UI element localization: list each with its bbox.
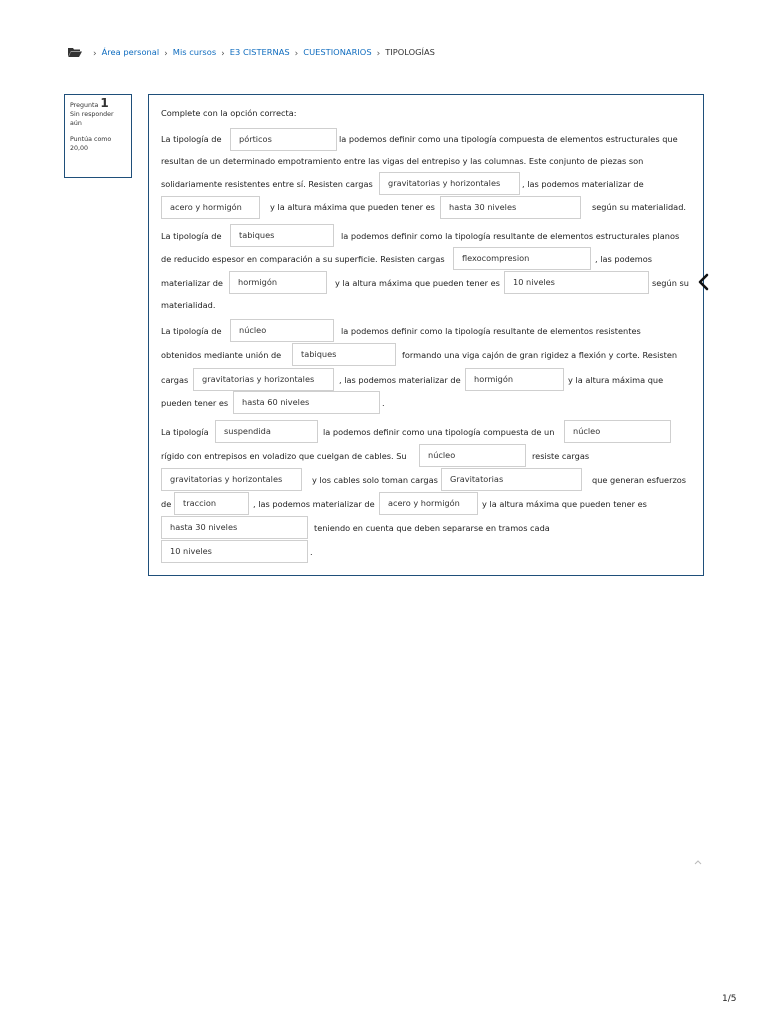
text: solidariamente resistentes entre sí. Resisten cargas (161, 179, 373, 189)
text: , las podemos materializar de (339, 375, 461, 385)
answer-field-p2-1[interactable]: tabiques (230, 224, 334, 247)
text: La tipología de (161, 134, 222, 144)
text: cargas (161, 375, 189, 385)
score-value: 20,00 (70, 145, 89, 152)
breadcrumb-separator: › (294, 49, 299, 59)
answer-field-p4-9[interactable]: 10 niveles (161, 540, 308, 563)
text: la podemos definir como la tipología resultante de elementos resistentes (341, 326, 641, 336)
text: y la altura máxima que pueden tener es (482, 499, 647, 509)
text: rígido con entrepisos en voladizo que cuelgan de cables. Su (161, 451, 407, 461)
text: que generan esfuerzos (592, 475, 687, 485)
instruction: Complete con la opción correcta: (161, 108, 297, 118)
answer-field-p3-5[interactable]: hasta 60 niveles (233, 391, 380, 414)
answer-field-p4-4[interactable]: gravitatorias y horizontales (161, 468, 302, 491)
breadcrumb-mis-cursos[interactable]: Mis cursos (172, 47, 217, 57)
text: materialidad. (161, 300, 216, 310)
answer-field-p3-1[interactable]: núcleo (230, 319, 334, 342)
question-status: Sin responder aún (70, 111, 114, 127)
text: la podemos definir como la tipología resultante de elementos estructurales planos (341, 231, 680, 241)
answer-field-p4-3[interactable]: núcleo (419, 444, 526, 467)
breadcrumb-separator: › (376, 49, 381, 59)
text: . (310, 547, 313, 557)
folder-icon[interactable] (68, 47, 82, 57)
text: , las podemos (595, 254, 653, 264)
answer-field-p4-8[interactable]: hasta 30 niveles (161, 516, 308, 539)
text: . (382, 398, 385, 408)
question-card (148, 94, 704, 576)
answer-field-p3-4[interactable]: hormigón (465, 368, 564, 391)
text: según su materialidad. (592, 202, 687, 212)
answer-field-p1-3[interactable]: acero y hormigón (161, 196, 260, 219)
answer-field-p2-3[interactable]: hormigón (229, 271, 327, 294)
text: materializar de (161, 278, 223, 288)
breadcrumb-area-personal[interactable]: Área personal (101, 47, 160, 57)
text: y los cables solo toman cargas (312, 475, 438, 485)
question-info (64, 94, 132, 178)
answer-field-p2-2[interactable]: flexocompresion (453, 247, 591, 270)
question-number: 1 (100, 96, 109, 110)
text: La tipología de (161, 326, 222, 336)
chevron-left-icon[interactable] (697, 273, 711, 291)
text: y la altura máxima que pueden tener es (335, 278, 500, 288)
text: teniendo en cuenta que deben separarse en tramos cada (314, 523, 550, 533)
answer-field-p4-1[interactable]: suspendida (215, 420, 318, 443)
text: , las podemos materializar de (253, 499, 375, 509)
breadcrumb-course[interactable]: E3 CISTERNAS (229, 47, 290, 57)
answer-field-p3-2[interactable]: tabiques (292, 343, 396, 366)
breadcrumb-separator: › (93, 49, 97, 59)
breadcrumb-separator: › (164, 49, 168, 59)
text: La tipología de (161, 231, 222, 241)
answer-field-p4-6[interactable]: traccion (174, 492, 249, 515)
text: la podemos definir como una tipología compuesta de un (323, 427, 555, 437)
answer-field-p4-7[interactable]: acero y hormigón (379, 492, 478, 515)
text: la podemos definir como una tipología compuesta de elementos estructurales que (339, 134, 678, 144)
answer-field-p4-5[interactable]: Gravitatorias (441, 468, 582, 491)
answer-field-p4-2[interactable]: núcleo (564, 420, 671, 443)
answer-field-p2-4[interactable]: 10 niveles (504, 271, 649, 294)
score-label: Puntúa como (70, 136, 112, 143)
text: pueden tener es (161, 398, 229, 408)
scroll-top-icon[interactable] (693, 858, 703, 866)
text: obtenidos mediante unión de (161, 350, 282, 360)
breadcrumb-cuestionarios[interactable]: CUESTIONARIOS (303, 47, 372, 57)
text: de (161, 499, 172, 509)
text: de reducido espesor en comparación a su superficie. Resisten cargas (161, 254, 445, 264)
page-indicator: 1/5 (722, 994, 737, 1004)
question-label: Pregunta (70, 102, 99, 109)
text: resiste cargas (532, 451, 590, 461)
breadcrumb-separator: › (221, 49, 225, 59)
text: y la altura máxima que (568, 375, 664, 385)
text: , las podemos materializar de (522, 179, 644, 189)
answer-field-p3-3[interactable]: gravitatorias y horizontales (193, 368, 334, 391)
breadcrumb (68, 47, 435, 57)
text: y la altura máxima que pueden tener es (270, 202, 435, 212)
text: resultan de un determinado empotramiento entre las vigas del entrepiso y las columnas. Este conjunto de piezas son (161, 156, 644, 166)
answer-field-p1-2[interactable]: gravitatorias y horizontales (379, 172, 520, 195)
text: según su (652, 278, 689, 288)
breadcrumb-current: TIPOLOGÍAS (385, 47, 435, 57)
answer-field-p1-1[interactable]: pórticos (230, 128, 337, 151)
text: La tipología (161, 427, 209, 437)
answer-field-p1-4[interactable]: hasta 30 niveles (440, 196, 581, 219)
text: formando una viga cajón de gran rigidez a flexión y corte. Resisten (402, 350, 678, 360)
